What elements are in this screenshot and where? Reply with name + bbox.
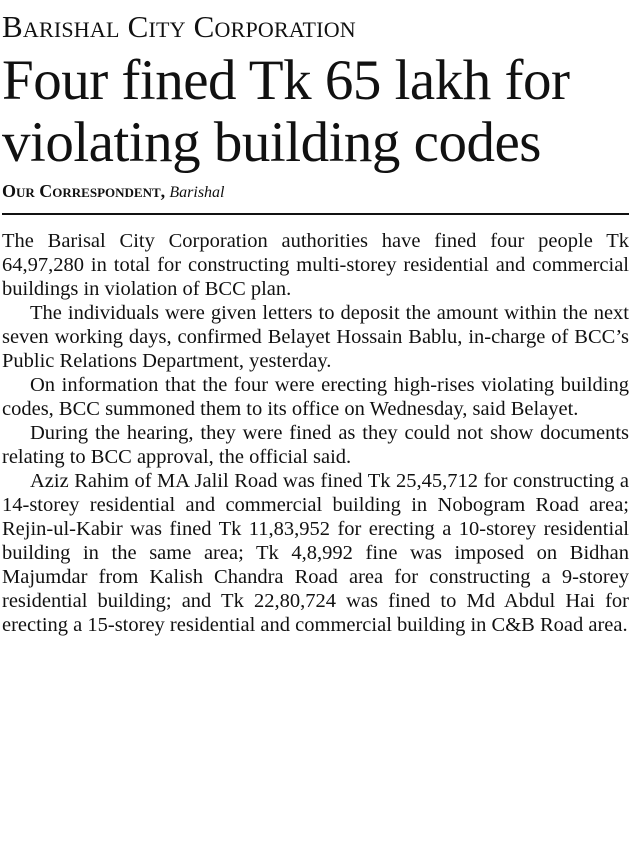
article-body [2,229,629,637]
article-paragraph: The individuals were given letters to deposit the amount within the next seven working days, confirmed Belayet Hossain Bablu, in-charge of BCC’s Public Relations Department, yesterday. [2,302,629,372]
byline-author: Our Correspondent, [2,181,166,201]
article-byline [2,180,629,204]
article-headline: Four fined Tk 65 lakh for violating building codes [2,49,570,174]
article-kicker: Barishal City Corporation [2,9,356,44]
article-paragraph: On information that the four were erecting high-rises violating building codes, BCC summoned them to its office on Wednesday, said Belayet. [2,374,629,420]
article-paragraph: During the hearing, they were fined as they could not show documents relating to BCC approval, the official said. [2,422,629,468]
article-paragraph: Aziz Rahim of MA Jalil Road was fined Tk 25,45,712 for constructing a 14-storey residential and commercial building in Nobogram Road area; Rejin-ul-Kabir was fined Tk 11,83,952 for erecting a 10-storey residential building in the same area; Tk 4,8,992 fine was imposed on Bidhan Majumdar from Kalish Chandra Road area for constructing a 9-storey residential building; and Tk 22,80,724 was fined to Md Abdul Hai for erecting a 15-storey residential and commercial building in C&B Road area. [2,470,629,636]
article-paragraph: The Barisal City Corporation authorities have fined four people Tk 64,97,280 in total for constructing multi-storey residential and commercial buildings in violation of BCC plan. [2,230,629,300]
news-article [0,8,629,866]
byline-place: Barishal [169,184,225,201]
headline-divider [2,213,629,215]
